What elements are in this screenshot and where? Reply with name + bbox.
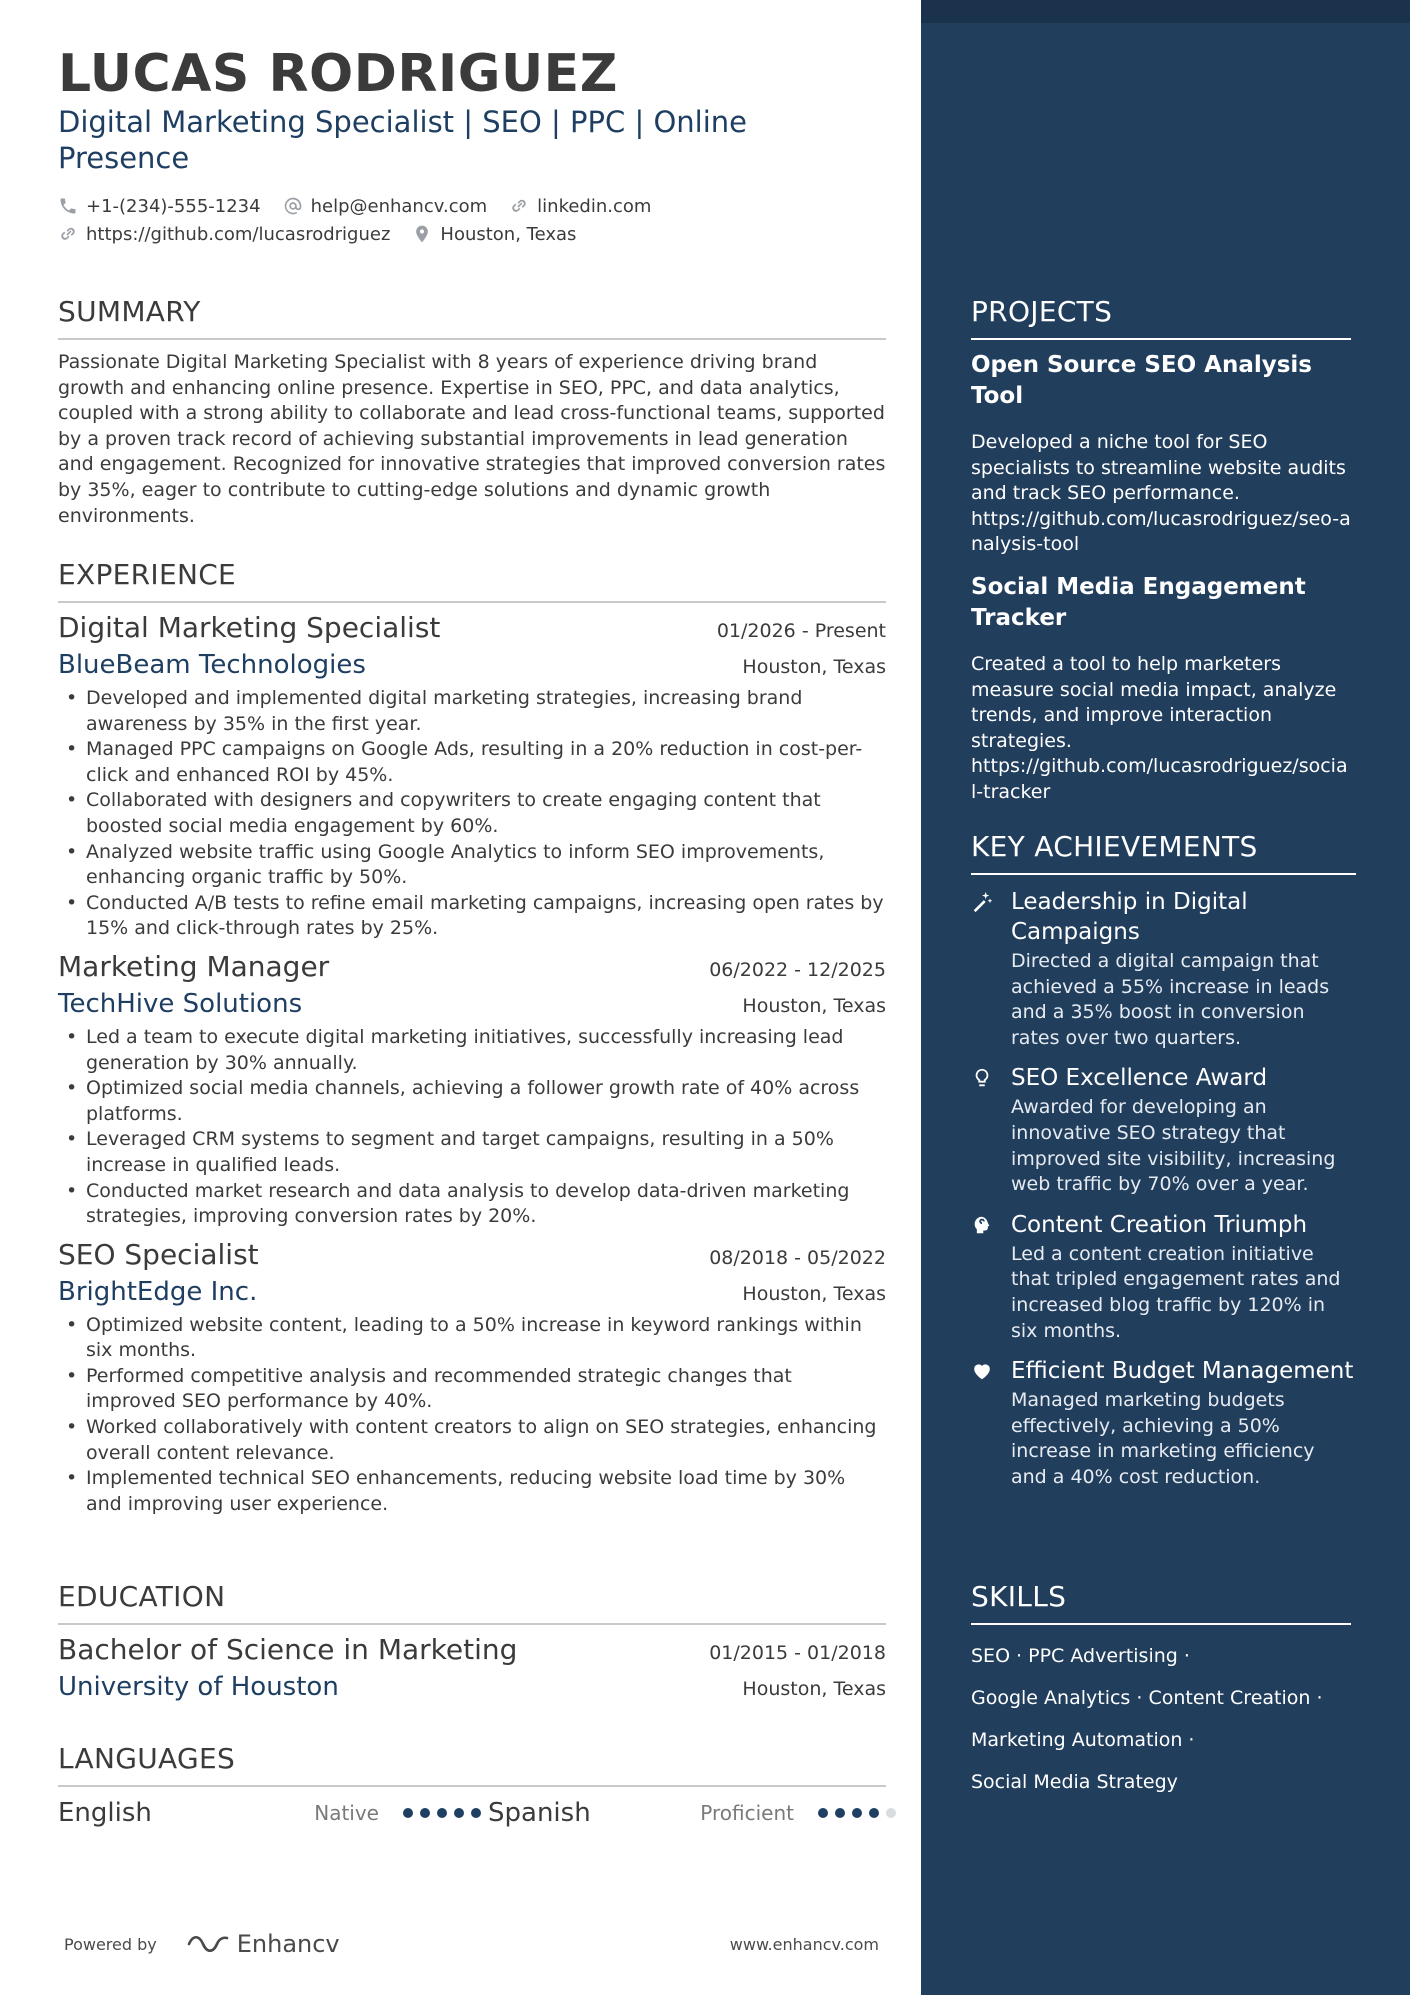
language-proficiency-dots (818, 1808, 903, 1818)
lightbulb-icon (971, 1067, 993, 1089)
bullet-item: • Led a team to execute digital marketing initiatives, successfully increasing lead generation by 30% annually. (58, 1025, 886, 1076)
candidate-headline: Digital Marketing Specialist | SEO | PPC | Online Presence (58, 105, 747, 175)
job-location: Houston, Texas (742, 994, 886, 1017)
proficiency-dot-filled (437, 1808, 447, 1818)
achievements-section (971, 830, 1356, 1491)
proficiency-dot-filled (403, 1808, 413, 1818)
link-icon (58, 224, 78, 244)
experience-title: EXPERIENCE (58, 558, 237, 591)
job-company: TechHive Solutions (58, 988, 303, 1019)
location-text: Houston, Texas (440, 223, 577, 245)
sidebar-top-band (921, 0, 1410, 23)
brain-icon (971, 1214, 993, 1236)
section-divider (58, 601, 886, 603)
powered-by-text: Powered by (64, 1934, 157, 1954)
job-company: BrightEdge Inc. (58, 1276, 258, 1307)
education-section (58, 1580, 886, 1702)
job-title: Digital Marketing Specialist (58, 611, 441, 644)
job-bullets (58, 686, 886, 942)
job-entry (58, 950, 886, 1230)
location-pin-icon (412, 224, 432, 244)
contact-location (412, 224, 576, 245)
section-divider (58, 1785, 886, 1787)
magic-wand-icon (971, 891, 993, 913)
job-entry (58, 1238, 886, 1518)
achievement-item (971, 1063, 1356, 1197)
github-text: https://github.com/lucasrodriguez (86, 223, 391, 245)
linkedin-text: linkedin.com (537, 195, 652, 217)
skill-line: SEO · PPC Advertising · (971, 1645, 1190, 1667)
bullet-item: • Leveraged CRM systems to segment and target campaigns, resulting in a 50% increase in qualified leads. (58, 1127, 886, 1178)
proficiency-dot-filled (852, 1808, 862, 1818)
contact-github[interactable] (58, 224, 390, 245)
education-title: EDUCATION (58, 1580, 226, 1613)
job-dates: 01/2026 - Present (716, 620, 886, 642)
job-entry (58, 611, 886, 942)
bullet-item: • Conducted A/B tests to refine email marketing campaigns, increasing open rates by 15% and click-through rates by 25%. (58, 891, 886, 942)
section-divider (971, 873, 1356, 875)
contact-email[interactable] (283, 196, 488, 217)
achievement-title: Efficient Budget Management (1011, 1358, 1354, 1385)
job-bullets (58, 1025, 886, 1230)
achievements-title: KEY ACHIEVEMENTS (971, 830, 1258, 863)
proficiency-dot-filled (471, 1808, 481, 1818)
bullet-item: • Optimized website content, leading to a 50% increase in keyword rankings within six months. (58, 1313, 886, 1364)
proficiency-dot-filled (835, 1808, 845, 1818)
sidebar (921, 0, 1410, 1995)
project-item (971, 350, 1351, 558)
bullet-item: • Analyzed website traffic using Google Analytics to inform SEO improvements, enhancing organic traffic by 50%. (58, 840, 886, 891)
summary-section (58, 295, 886, 529)
language-item (58, 1798, 488, 1828)
degree-title: Bachelor of Science in Marketing (58, 1633, 518, 1666)
bullet-item: • Worked collaboratively with content creators to align on SEO strategies, enhancing overall content relevance. (58, 1415, 886, 1466)
footer-website-link[interactable]: www.enhancv.com (729, 1934, 879, 1954)
language-proficiency-dots (403, 1808, 488, 1818)
job-dates: 08/2018 - 05/2022 (709, 1246, 886, 1269)
skill-line: Marketing Automation · (971, 1729, 1195, 1751)
section-divider (58, 1623, 886, 1625)
project-link[interactable]: https://github.com/lucasrodriguez/social-tracker (971, 755, 1348, 803)
proficiency-dot-filled (420, 1808, 430, 1818)
school-name: University of Houston (58, 1672, 339, 1702)
project-description: Created a tool to help marketers measure social media impact, analyze trends, and improve interaction strategies. (971, 652, 1337, 752)
proficiency-dot-filled (818, 1808, 828, 1818)
language-level: Proficient (700, 1801, 794, 1825)
job-dates: 06/2022 - 12/2025 (709, 958, 886, 981)
experience-section (58, 558, 886, 1517)
section-divider (58, 338, 886, 340)
bullet-item: • Implemented technical SEO enhancements, reducing website load time by 30% and improving user experience. (58, 1466, 886, 1517)
language-name: Spanish (488, 1798, 591, 1828)
contact-linkedin[interactable] (509, 196, 651, 217)
enhancv-logo-icon (185, 1931, 231, 1957)
contact-phone[interactable] (58, 196, 261, 217)
skill-line: Social Media Strategy (971, 1771, 1178, 1793)
brand-name: Enhancv (236, 1930, 340, 1958)
bullet-item: • Managed PPC campaigns on Google Ads, resulting in a 20% reduction in cost-per-click and enhanced ROI by 45%. (58, 737, 886, 788)
summary-title: SUMMARY (58, 295, 201, 328)
projects-title: PROJECTS (971, 295, 1113, 328)
achievement-description: Led a content creation initiative that tripled engagement rates and increased blog traffic by 120% in six months. (1011, 1242, 1341, 1342)
language-item (488, 1798, 903, 1828)
job-company: BlueBeam Technologies (58, 650, 366, 680)
school-location: Houston, Texas (742, 1678, 886, 1700)
phone-text: +1-(234)-555-1234 (86, 195, 261, 217)
project-item (971, 572, 1351, 806)
proficiency-dot-filled (454, 1808, 464, 1818)
job-location: Houston, Texas (742, 1282, 886, 1305)
bullet-item: • Collaborated with designers and copywriters to create engaging content that boosted social media engagement by 60%. (58, 788, 886, 839)
job-location: Houston, Texas (742, 656, 886, 678)
achievement-title: SEO Excellence Award (1011, 1065, 1268, 1092)
project-name: Open Source SEO Analysis Tool (971, 352, 1312, 409)
bullet-item: • Conducted market research and data analysis to develop data-driven marketing strategies, improving conversion rates by 20%. (58, 1179, 886, 1230)
language-level: Native (314, 1801, 379, 1825)
proficiency-dot-filled (869, 1808, 879, 1818)
achievement-title: Leadership in Digital Campaigns (1011, 889, 1248, 945)
project-name: Social Media Engagement Tracker (971, 573, 1306, 631)
bullet-item: • Developed and implemented digital marketing strategies, increasing brand awareness by 35% in the first year. (58, 686, 886, 737)
summary-text: Passionate Digital Marketing Specialist with 8 years of experience driving brand growth and enhancing online presence. Expertise in SEO, PPC, and data analytics, coupled with a strong ability to collaborate and lead cross-functional teams, supported by a proven track record of achieving substantial improvements in lead generation and engagement. Recognized for innovative strategies that improved conversion rates by 35%, eager to contribute to cutting-edge solutions and dynamic growth environments. (58, 351, 886, 527)
language-name: English (58, 1798, 152, 1828)
project-link[interactable]: https://github.com/lucasrodriguez/seo-analysis-tool (971, 507, 1351, 556)
achievement-title: Content Creation Triumph (1011, 1211, 1308, 1238)
achievement-item (971, 887, 1356, 1051)
achievement-description: Awarded for developing an innovative SEO strategy that improved site visibility, increasing web traffic by 70% over a year. (1011, 1096, 1336, 1196)
achievement-description: Directed a digital campaign that achieved a 55% increase in leads and a 35% boost in conversion rates over two quarters. (1011, 950, 1330, 1049)
job-title: Marketing Manager (58, 949, 330, 983)
at-icon (283, 196, 303, 216)
achievement-item (971, 1356, 1356, 1490)
skills-list (971, 1635, 1351, 1803)
job-title: SEO Specialist (58, 1237, 259, 1271)
skill-line: Google Analytics · Content Creation · (971, 1687, 1323, 1709)
phone-icon (58, 196, 78, 216)
languages-title: LANGUAGES (58, 1742, 236, 1775)
achievement-item (971, 1210, 1356, 1344)
link-icon (509, 196, 529, 216)
job-bullets (58, 1313, 886, 1518)
candidate-name: LUCAS RODRIGUEZ (58, 44, 618, 104)
achievement-description: Managed marketing budgets effectively, achieving a 50% increase in marketing efficiency and a 40% cost reduction. (1011, 1389, 1315, 1488)
proficiency-dot-empty (886, 1808, 896, 1818)
email-text: help@enhancv.com (310, 195, 488, 217)
section-divider (971, 338, 1351, 340)
skills-section (971, 1580, 1351, 1803)
brand-logo[interactable] (185, 1930, 340, 1958)
heart-icon (971, 1360, 993, 1382)
education-dates: 01/2015 - 01/2018 (709, 1642, 886, 1664)
bullet-item: • Performed competitive analysis and recommended strategic changes that improved SEO performance by 40%. (58, 1364, 886, 1415)
section-divider (971, 1623, 1351, 1625)
contact-info (58, 192, 888, 248)
skills-title: SKILLS (971, 1580, 1067, 1613)
footer (64, 1930, 879, 1958)
projects-section (971, 295, 1351, 806)
languages-section (58, 1742, 886, 1829)
bullet-item: • Optimized social media channels, achieving a follower growth rate of 40% across platforms. (58, 1076, 886, 1127)
project-description: Developed a niche tool for SEO specialists to streamline website audits and track SEO performance. (971, 431, 1346, 505)
